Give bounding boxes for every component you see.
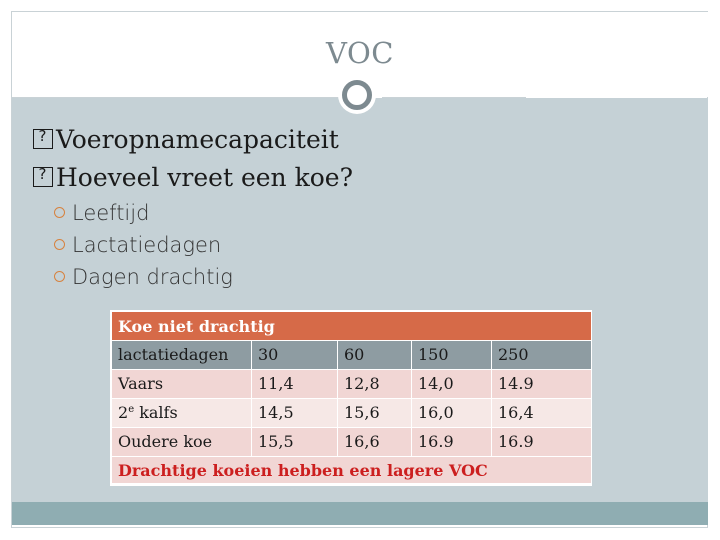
table-cell: 150	[412, 341, 492, 369]
table-cell: 11,4	[252, 370, 338, 398]
table-cell: 16.9	[412, 428, 492, 456]
table-cell: 16,6	[338, 428, 412, 456]
circle-bullet-icon	[54, 239, 65, 250]
bullet-glyph-icon	[33, 129, 53, 149]
sub-bullet-leeftijd	[54, 201, 149, 225]
circle-bullet-icon	[54, 207, 65, 218]
ordinal-rest: kalfs	[134, 403, 178, 422]
circle-bullet-icon	[54, 271, 65, 282]
table-cell: 14,0	[412, 370, 492, 398]
table-row	[112, 399, 591, 427]
table-cell-2e-kalfs	[112, 399, 252, 427]
ring-icon	[338, 76, 376, 114]
bullet-text: Voeropnamecapaciteit	[56, 125, 339, 154]
table-cell: Vaars	[112, 370, 252, 398]
sub-bullet-text: Leeftijd	[72, 201, 150, 225]
table-cell: 250	[498, 345, 529, 364]
table-cell: 15,6	[338, 399, 412, 427]
table-cell: 14.9	[498, 374, 534, 393]
table-note: Drachtige koeien hebben een lagere VOC	[112, 457, 591, 483]
table-row	[112, 428, 591, 456]
bullet-voeropnamecapaciteit	[33, 125, 339, 154]
sub-bullet-dagen-drachtig	[54, 265, 233, 289]
table-header-row	[112, 341, 591, 369]
bullet-hoeveel-vreet	[33, 163, 353, 192]
table-cell: lactatiedagen	[112, 341, 252, 369]
table-row	[112, 370, 591, 398]
table-cell: 60	[338, 341, 412, 369]
table-cell: 12,8	[338, 370, 412, 398]
sub-bullet-text: Dagen drachtig	[72, 265, 233, 289]
voc-table	[110, 310, 592, 486]
sub-bullet-text: Lactatiedagen	[72, 233, 222, 257]
table-cell: 30	[252, 341, 338, 369]
bullet-text: Hoeveel vreet een koe?	[56, 163, 353, 192]
table-cell: Oudere koe	[112, 428, 252, 456]
table-cell: 14,5	[252, 399, 338, 427]
ordinal-suffix: e	[128, 404, 135, 415]
table-cell: 16.9	[498, 432, 534, 451]
table-cell: 15,5	[252, 428, 338, 456]
table-cell: 16,4	[498, 403, 534, 422]
bottom-band	[12, 502, 708, 525]
slide-title: VOC	[326, 36, 394, 70]
table-cell: 16,0	[412, 399, 492, 427]
bullet-glyph-icon	[33, 167, 53, 187]
table-caption: Koe niet drachtig	[112, 312, 591, 340]
ordinal-number: 2	[118, 403, 129, 422]
sub-bullet-lactatiedagen	[54, 233, 221, 257]
